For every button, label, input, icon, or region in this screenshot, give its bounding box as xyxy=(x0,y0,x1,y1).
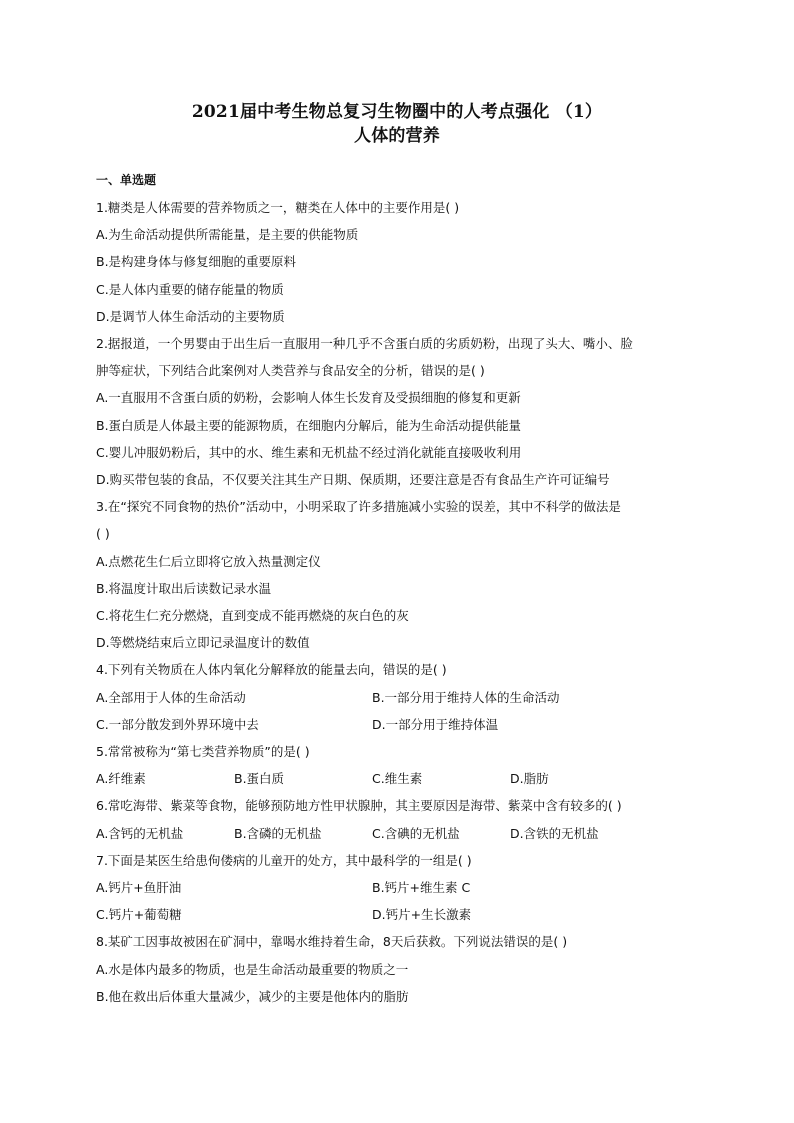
option-d: D.一部分用于维持体温 xyxy=(372,716,499,732)
question-stem: 2.据报道，一个男婴由于出生后一直服用一种几乎不含蛋白质的劣质奶粉，出现了头大、嘴小、脸 xyxy=(96,336,633,352)
question-stem: 1.糖类是人体需要的营养物质之一，糖类在人体中的主要作用是( ) xyxy=(96,200,460,215)
question-stem-continued: ( ) xyxy=(96,526,110,542)
question-5 xyxy=(96,738,700,792)
question-2 xyxy=(96,330,700,493)
option-c: C.婴儿冲服奶粉后，其中的水、维生素和无机盐不经过消化就能直接吸收利用 xyxy=(96,444,522,460)
option-c: C.是人体内重要的储存能量的物质 xyxy=(96,281,284,297)
question-1 xyxy=(96,194,700,330)
page-title: 2021届中考生物总复习生物圈中的人考点强化 （1） xyxy=(191,102,603,122)
option-d: D.钙片+生长激素 xyxy=(372,907,472,923)
option-d: D.等燃烧结束后立即记录温度计的数值 xyxy=(96,635,310,651)
question-6 xyxy=(96,792,700,846)
option-d: D.脂肪 xyxy=(510,771,549,787)
option-a: A.水是体内最多的物质，也是生命活动最重要的物质之一 xyxy=(96,961,409,977)
option-b: B.蛋白质是人体最主要的能源物质，在细胞内分解后，能为生命活动提供能量 xyxy=(96,417,522,433)
question-stem-continued: 肿等症状，下列结合此案例对人类营养与食品安全的分析，错误的是( ) xyxy=(96,363,485,379)
question-list xyxy=(96,172,700,1010)
question-stem: 3.在“探究不同食物的热价”活动中，小明采取了许多措施减小实验的误差，其中不科学的做法是 xyxy=(96,499,621,515)
question-stem: 4.下列有关物质在人体内氧化分解释放的能量去向，错误的是( ) xyxy=(96,662,447,678)
option-b: B.他在救出后体重大量减少，减少的主要是他体内的脂肪 xyxy=(96,988,409,1004)
option-a: A.纤维素 xyxy=(96,771,146,787)
option-a: A.钙片+鱼肝油 xyxy=(96,880,182,896)
question-4 xyxy=(96,656,700,738)
question-stem: 6.常吃海带、紫菜等食物，能够预防地方性甲状腺肿，其主要原因是海带、紫菜中含有较多的( ) xyxy=(96,798,622,814)
section-heading: 一、单选题 xyxy=(96,173,157,187)
option-a: A.为生命活动提供所需能量，是主要的供能物质 xyxy=(96,227,359,243)
options-row xyxy=(96,820,700,847)
options-grid xyxy=(96,684,700,738)
question-8 xyxy=(96,928,700,1010)
question-stem: 5.常常被称为“第七类营养物质”的是( ) xyxy=(96,744,310,760)
question-stem: 7.下面是某医生给患佝偻病的儿童开的处方，其中最科学的一组是( ) xyxy=(96,852,472,868)
option-b: B.是构建身体与修复细胞的重要原料 xyxy=(96,254,297,270)
option-d: D.购买带包装的食品，不仅要关注其生产日期、保质期，还要注意是否有食品生产许可证编号 xyxy=(96,472,610,488)
page-subtitle: 人体的营养 xyxy=(354,126,440,146)
option-c: C.一部分散发到外界环境中去 xyxy=(96,716,259,732)
option-d: D.是调节人体生命活动的主要物质 xyxy=(96,308,285,324)
option-c: C.钙片+葡萄糖 xyxy=(96,907,182,923)
option-b: B.钙片+维生素 C xyxy=(372,880,471,896)
option-b: B.将温度计取出后读数记录水温 xyxy=(96,580,272,596)
question-3 xyxy=(96,493,700,656)
option-a: A.全部用于人体的生命活动 xyxy=(96,689,246,705)
title-block xyxy=(0,100,794,148)
option-c: C.含碘的无机盐 xyxy=(372,825,460,841)
options-row xyxy=(96,765,700,792)
option-c: C.将花生仁充分燃烧，直到变成不能再燃烧的灰白色的灰 xyxy=(96,608,409,624)
option-d: D.含铁的无机盐 xyxy=(510,825,599,841)
option-b: B.一部分用于维持人体的生命活动 xyxy=(372,689,560,705)
question-7 xyxy=(96,847,700,929)
option-c: C.维生素 xyxy=(372,771,423,787)
question-stem: 8.某矿工因事故被困在矿洞中，靠喝水维持着生命，8天后获救。下列说法错误的是( ) xyxy=(96,934,568,950)
option-b: B.蛋白质 xyxy=(234,771,285,787)
options-grid xyxy=(96,874,700,928)
option-a: A.含钙的无机盐 xyxy=(96,825,184,841)
option-a: A.点燃花生仁后立即将它放入热量测定仪 xyxy=(96,553,321,569)
option-a: A.一直服用不含蛋白质的奶粉，会影响人体生长发育及受损细胞的修复和更新 xyxy=(96,390,521,406)
option-b: B.含磷的无机盐 xyxy=(234,825,322,841)
